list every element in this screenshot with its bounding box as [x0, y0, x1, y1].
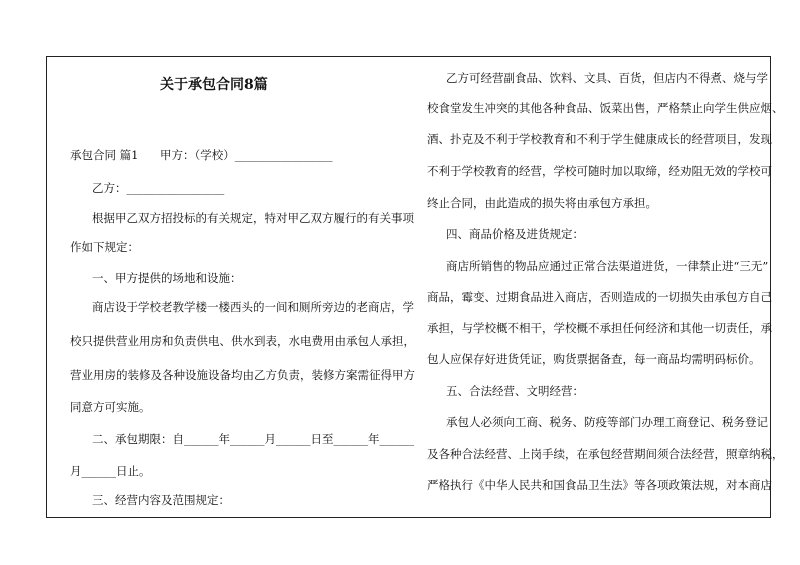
scope-line-2: 校食堂发生冲突的其他各种食品、饭菜出售，严格禁止向学生供应烟、 [427, 101, 784, 115]
section-5-heading: 五、合法经营、文明经营： [446, 384, 584, 398]
party-a-line: 甲方：（学校）_________________ [160, 148, 333, 162]
pricing-line-1: 商店所销售的物品应通过正常合法渠道进货，一律禁止进“三无” [446, 259, 769, 273]
pricing-line-3: 承担，与学校概不相干，学校概不承担任何经济和其他一切责任，承 [427, 321, 772, 335]
section-4-heading: 四、商品价格及进货规定： [446, 227, 584, 241]
pricing-line-4: 包人应保存好进货凭证，购货票据备查，每一商品均需明码标价。 [427, 352, 761, 366]
site-line-2: 校只提供营业用房和负责供电、供水到表，水电费用由承包人承担， [70, 334, 415, 348]
contract-heading: 承包合同 篇1 [70, 148, 139, 162]
legal-line-3: 严格执行《中华人民共和国食品卫生法》等各项政策法规，对本商店 [427, 478, 772, 492]
scope-line-5: 终止合同，由此造成的损失将由承包方承担。 [427, 196, 657, 210]
site-line-3: 营业用房的装修及各种设施设备均由乙方负责，装修方案需征得甲方 [70, 368, 415, 382]
site-line-1: 商店设于学校老教学楼一楼西头的一间和厕所旁边的老商店，学 [92, 300, 414, 314]
scope-line-3: 酒、扑克及不利于学校教育和不利于学生健康成长的经营项目，发现 [427, 132, 772, 146]
site-line-4: 同意方可实施。 [70, 400, 151, 414]
document-title: 关于承包合同8篇 [160, 77, 268, 93]
right-column [400, 0, 800, 565]
scope-line-1: 乙方可经营副食品、饮料、文具、百货，但店内不得煮、烧与学 [446, 71, 768, 85]
section-3-heading: 三、经营内容及范围规定： [92, 493, 230, 507]
intro-line-1: 根据甲乙双方招投标的有关规定，特对甲乙双方履行的有关事项 [92, 211, 414, 225]
section-2-line-1: 二、承包期限：自______年______月______日至______年______ [92, 432, 414, 446]
legal-line-1: 承包人必须向工商、税务、防疫等部门办理工商登记、税务登记 [446, 415, 768, 429]
section-2-line-2: 月______日止。 [70, 464, 151, 478]
section-1-heading: 一、甲方提供的场地和设施： [92, 271, 242, 285]
legal-line-2: 及各种合法经营、上岗手续，在承包经营期间须合法经营，照章纳税， [427, 447, 784, 461]
scope-line-4: 不利于学校教育的经营，学校可随时加以取缔，经劝阻无效的学校可 [427, 164, 772, 178]
pricing-line-2: 商品，霉变、过期食品进入商店，否则造成的一切损失由承包方自己 [427, 290, 772, 304]
party-b-line: 乙方：_________________ [92, 181, 225, 195]
intro-line-2: 作如下规定： [70, 240, 139, 254]
